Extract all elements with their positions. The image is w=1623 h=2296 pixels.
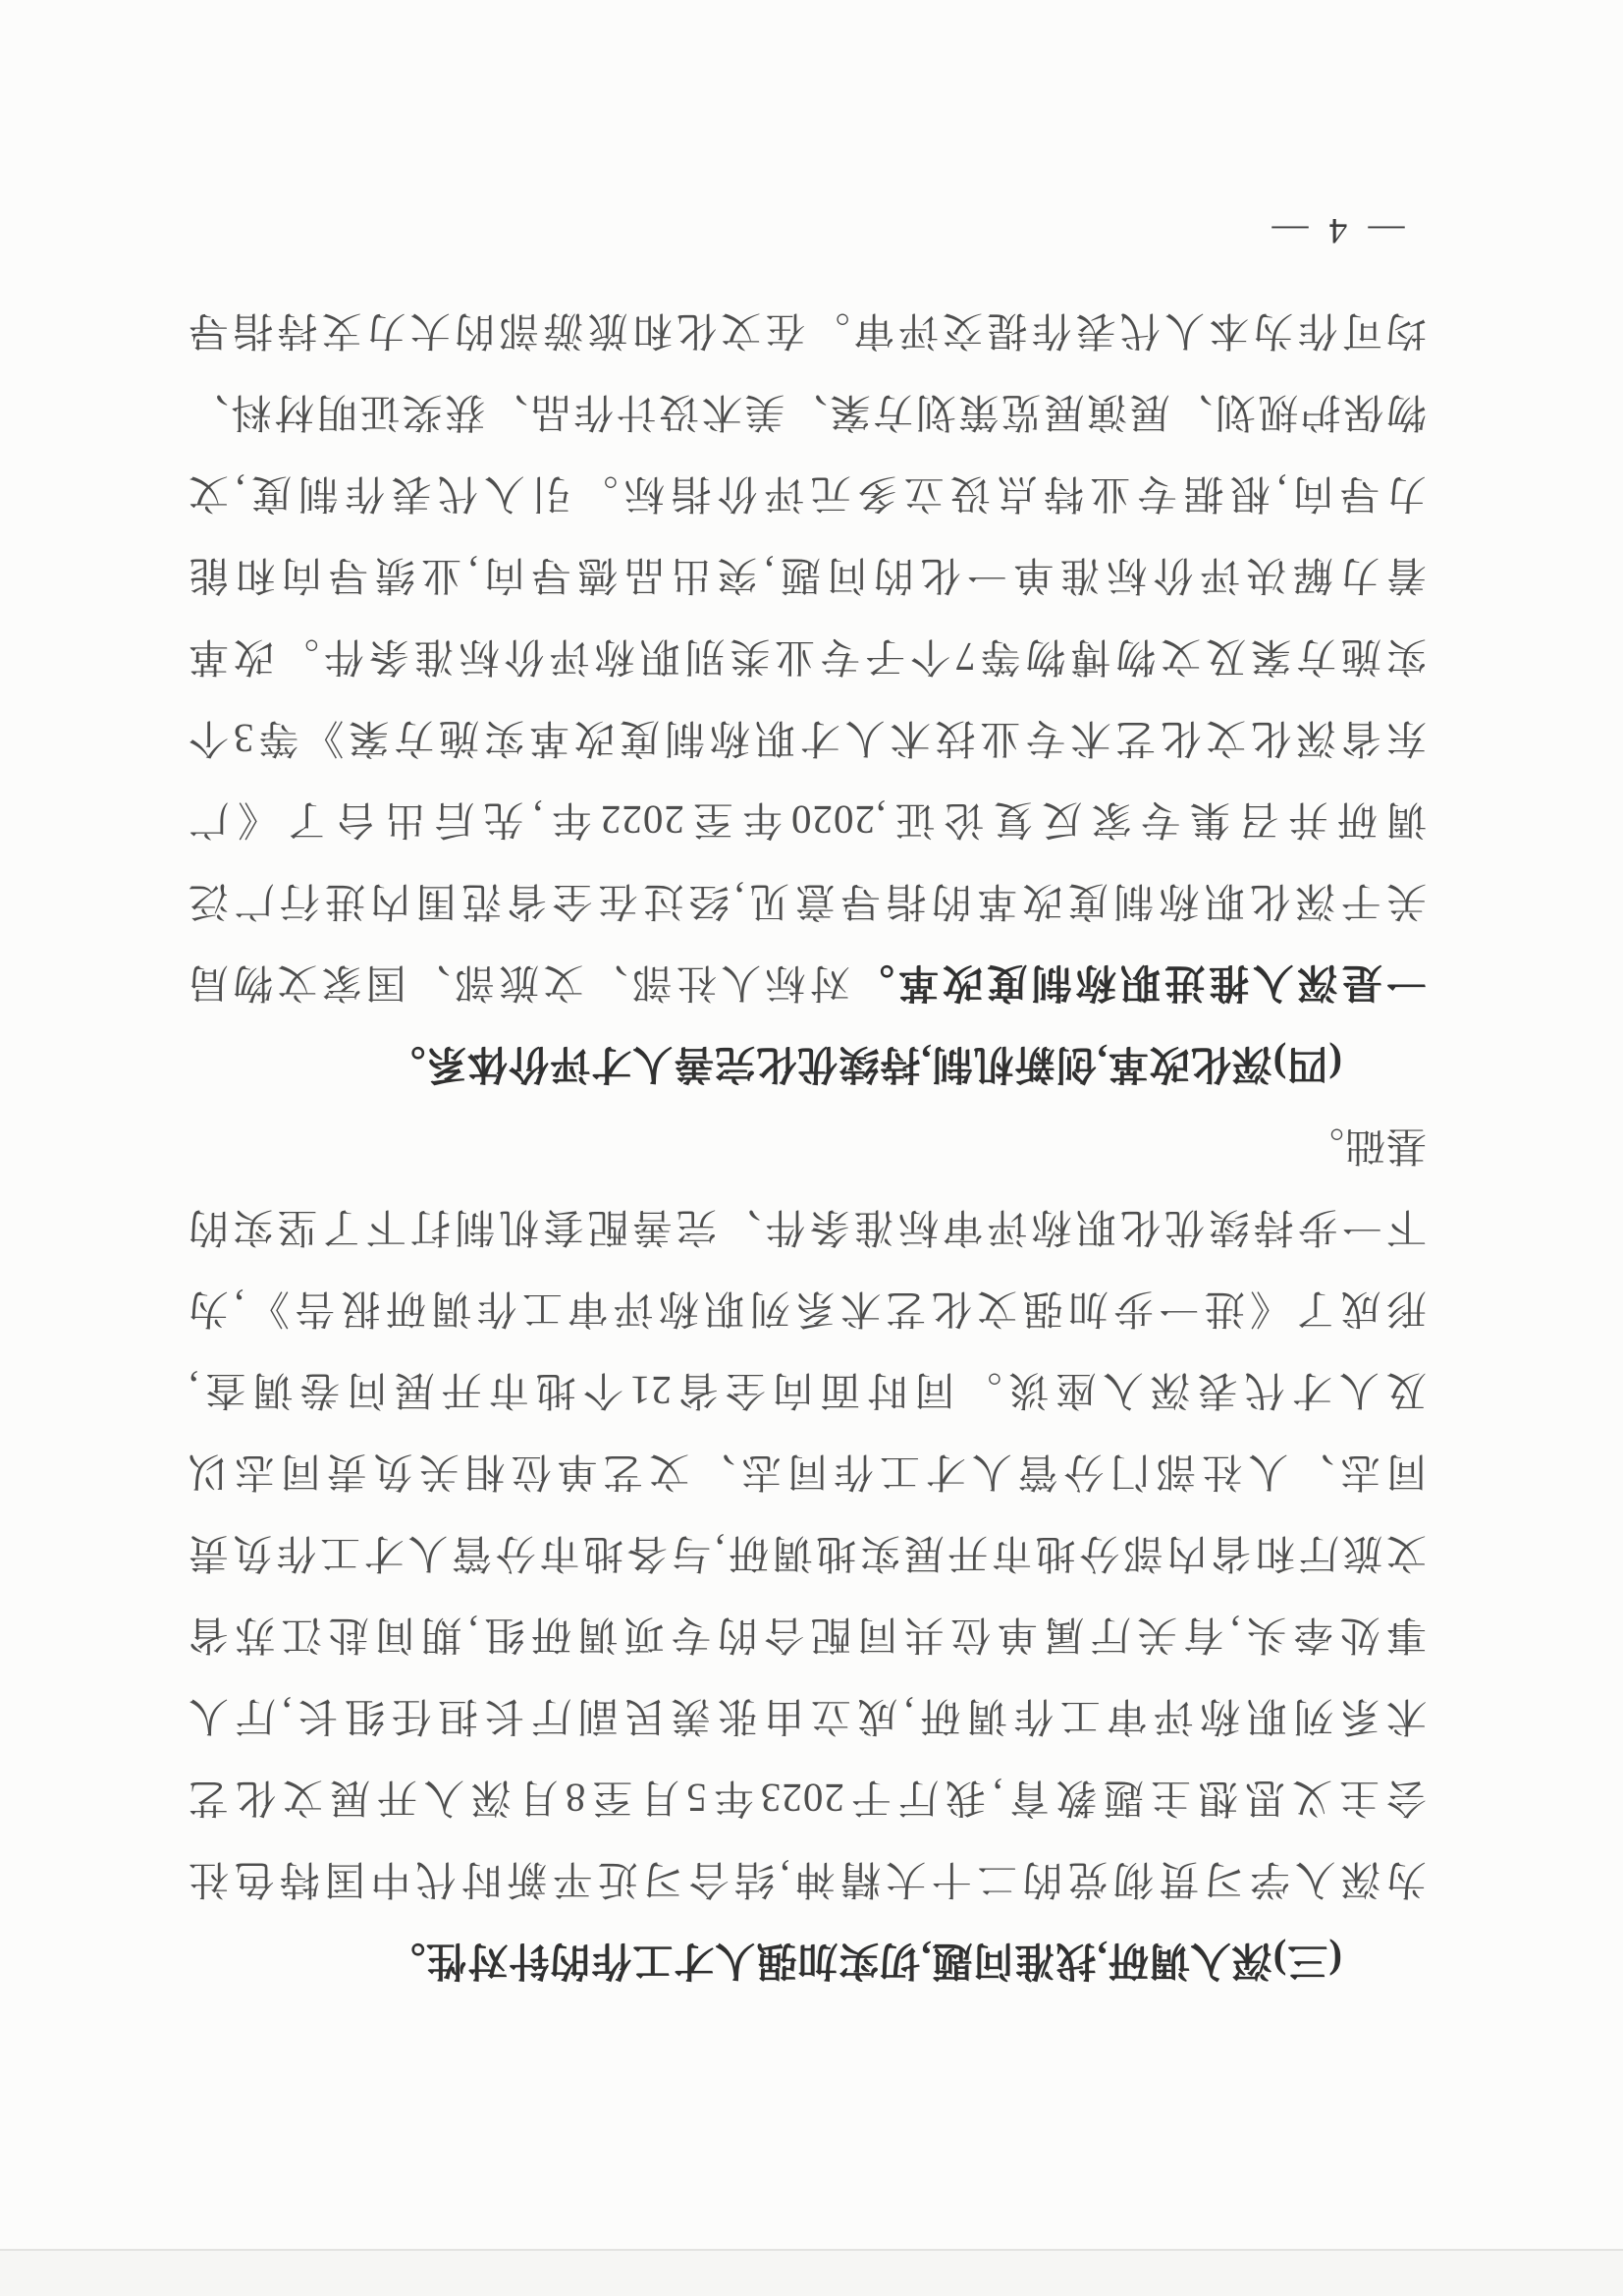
text-line: 为深入学习贯彻党的二十大精神,结合习近平新时代中国特色社 (188, 1857, 1427, 1902)
text-line: 着力解决评价标准单一化的问题,突出品德导向,业绩导向和能 (188, 553, 1427, 598)
document-text-block (188, 290, 1427, 2001)
scanner-edge-band (0, 2251, 1623, 2296)
bold-lead-in: 一是深入推进职称制度改革。 (849, 960, 1427, 1006)
text-line: 调研并召集专家反复论证,2020年至2022年,先后出台了《广 (188, 797, 1427, 843)
text-line: 会主义思想主题教育,我厅于2023年5月至8月深入开展文化艺 (188, 1776, 1427, 1821)
text-line: 力导向,根据专业特点设立多元评价指标。引入代表作制度,文 (188, 471, 1427, 517)
text-line: 下一步持续优化职称评审标准条件、完善配套机制打下了坚实的 (188, 1205, 1427, 1250)
text-line: 及人才代表深入座谈。同时面向全省21个地市开展问卷调查, (188, 1368, 1427, 1413)
text-line: 事处牵头,有关厅属单位共同配合的专项调研组,期间赴江苏省 (188, 1613, 1427, 1658)
text-line: 文旅厅和省内部分地市开展实地调研,与各地市分管人才工作负责 (188, 1531, 1427, 1576)
text-line: 东省深化文化艺术专业技术人才职称制度改革实施方案》等3个 (188, 716, 1427, 761)
paragraph-end-line: 基础。 (1303, 1123, 1427, 1169)
text-line: 同志、人社部门分管人才工作同志、文艺单位相关负责同志以 (188, 1449, 1427, 1495)
text-line: 关于深化职称制度改革的指导意见,经过在全省范围内进行广泛 (188, 879, 1427, 924)
text-line: 物保护规划、展演展览策划方案、美术设计作品、获奖证明材料、 (188, 390, 1427, 435)
text-line: 均可作为本人代表作提交评审。在文化和旅游部的大力支持指导 (188, 308, 1427, 354)
text-line: 实施方案及文物博物等7个子专业类别职称评价标准条件。改革 (188, 634, 1427, 680)
text-line (188, 942, 1427, 1023)
text-line: 形成了《进一步加强文化艺术系列职称评审工作调研报告》,为 (188, 1286, 1427, 1332)
line-continuation: 对标人社部、文旅部、国家文物局 (188, 960, 850, 1006)
section-heading-3: (三)深入调研,找准问题,切实加强人才工作的针对性。 (384, 1939, 1342, 1984)
page-number: — 4 — (1266, 210, 1405, 250)
text-line: 术系列职称评审工作调研,成立由张羡民副厅长担任组长,厅人 (188, 1694, 1427, 1739)
section-heading-4: (四)深化改革,创新机制,持续优化完善人才评价体系。 (384, 1042, 1342, 1087)
